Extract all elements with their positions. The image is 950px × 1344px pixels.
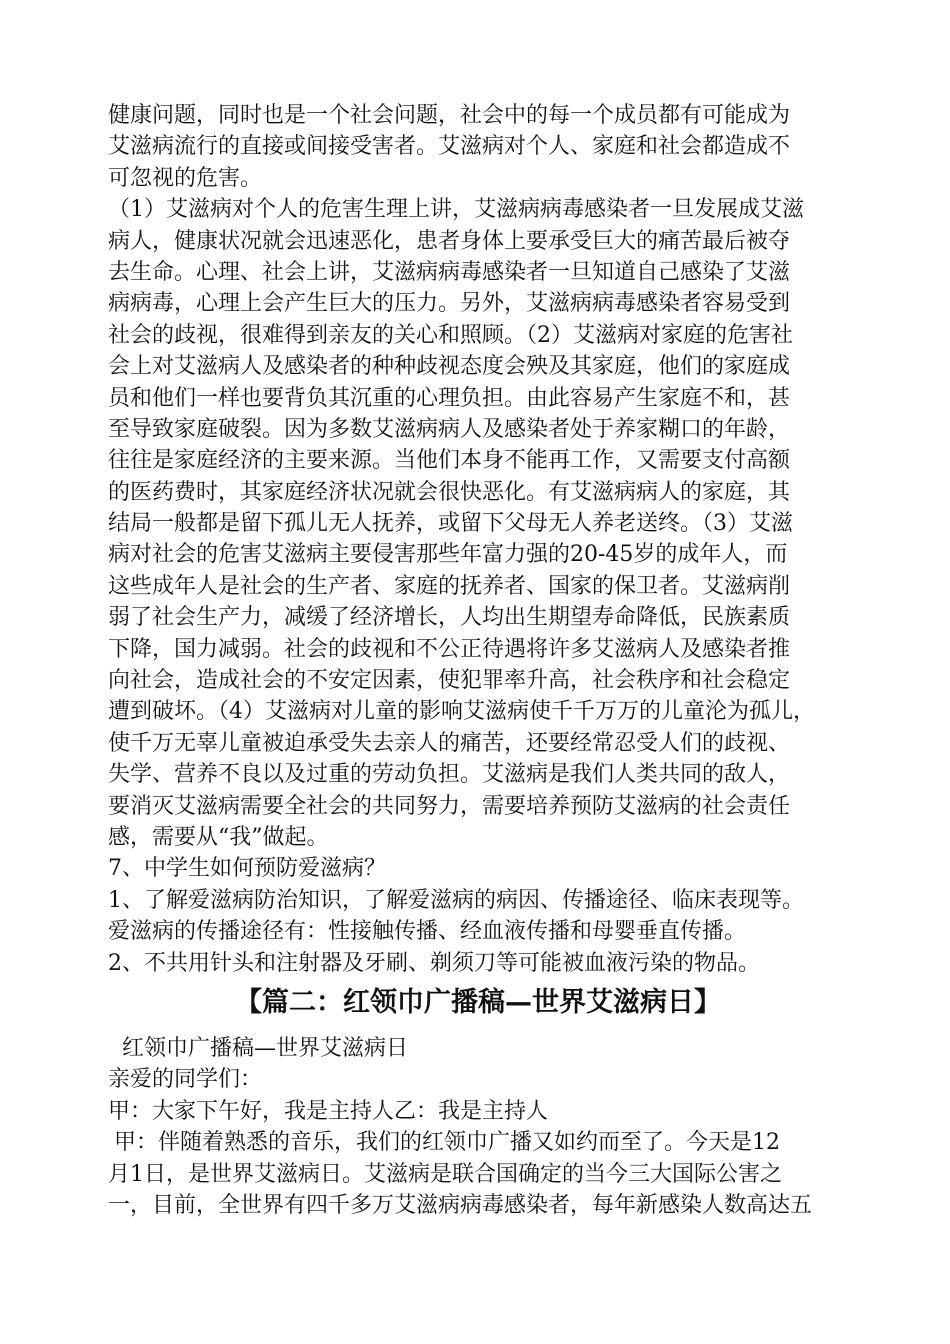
question-heading: 7、中学生如何预防爱滋病？ [108,856,386,882]
text-line: 病对社会的危害艾滋病主要侵害那些年富力强的20-45岁的成年人，而 [108,542,788,568]
text-line: 结局一般都是留下孤儿无人抚养，或留下父母无人养老送终。（3）艾滋 [108,511,793,537]
salutation: 亲爱的同学们： [108,1067,263,1093]
body-text-part2 [108,1033,848,1221]
text-line: 弱了社会生产力，减缓了经济增长，人均出生期望寿命降低，民族素质 [108,605,791,631]
text-line: 遭到破坏。（4）艾滋病对儿童的影响艾滋病使千千万万的儿童沦为孤儿， [108,699,815,725]
text-line: 爱滋病的传播途径有：性接触传播、经血液传播和母婴垂直传播。 [108,919,747,945]
section-heading: 【篇二：红领巾广播稿—世界艾滋病日】 [235,986,721,1018]
text-line: 下降，国力减弱。社会的歧视和不公正待遇将许多艾滋病人及感染者推 [108,636,791,662]
text-line: 要消灭艾滋病需要全社会的共同努力，需要培养预防艾滋病的社会责任 [108,793,791,819]
text-line: 月1日，是世界艾滋病日。艾滋病是联合国确定的当今三大国际公害之 [108,1161,782,1187]
list-item: 2、不共用针头和注射器及牙刷、剃须刀等可能被血液污染的物品。 [108,950,760,976]
text-line: 病病毒，心理上会产生巨大的压力。另外，艾滋病病毒感染者容易受到 [108,291,791,317]
text-line: 的医药费时，其家庭经济状况就会很快恶化。有艾滋病病人的家庭，其 [108,479,791,505]
text-line: 可忽视的危害。 [108,165,263,191]
text-line: 艾滋病流行的直接或间接受害者。艾滋病对个人、家庭和社会都造成不 [108,134,791,160]
list-item: 1、了解爱滋病防治知识，了解爱滋病的病因、传播途径、临床表现等。 [108,887,804,913]
text-line: 病人，健康状况就会迅速恶化，患者身体上要承受巨大的痛苦最后被夺 [108,228,791,254]
text-line: 使千万无辜儿童被迫承受失去亲人的痛苦，还要经常忍受人们的歧视、 [108,730,791,756]
text-line: 社会的歧视，很难得到亲友的关心和照顾。（2）艾滋病对家庭的危害社 [108,322,793,348]
text-line: 健康问题，同时也是一个社会问题，社会中的每一个成员都有可能成为 [108,103,791,128]
text-line: 一，目前，全世界有四千多万艾滋病病毒感染者，每年新感染人数高达五 [108,1192,813,1218]
text-line: 会上对艾滋病人及感染者的种种歧视态度会殃及其家庭，他们的家庭成 [108,354,791,380]
text-line: 去生命。心理、社会上讲，艾滋病病毒感染者一旦知道自己感染了艾滋 [108,259,791,285]
sub-title: 红领巾广播稿—世界艾滋病日 [122,1035,409,1061]
text-line: 向社会，造成社会的不安定因素，使犯罪率升高，社会秩序和社会稳定 [108,668,791,694]
document-page [108,100,848,1221]
dialogue-line: 甲：大家下午好，我是主持人乙：我是主持人 [108,1098,549,1124]
text-line: 失学、营养不良以及过重的劳动负担。艾滋病是我们人类共同的敌人， [108,762,791,788]
dialogue-line: 甲：伴随着熟悉的音乐，我们的红领巾广播又如约而至了。今天是12 [114,1130,780,1156]
body-text-part1 [108,100,848,979]
text-line: 往往是家庭经济的主要来源。当他们本身不能再工作，又需要支付高额 [108,448,791,474]
text-line: 感，需要从“我”做起。 [108,824,329,850]
text-line: （1）艾滋病对个人的危害生理上讲，艾滋病病毒感染者一旦发展成艾滋 [108,197,804,223]
text-line: 这些成年人是社会的生产者、家庭的抚养者、国家的保卫者。艾滋病削 [108,573,791,599]
text-line: 员和他们一样也要背负其沉重的心理负担。由此容易产生家庭不和，甚 [108,385,791,411]
text-line: 至导致家庭破裂。因为多数艾滋病病人及感染者处于养家糊口的年龄， [108,416,791,442]
